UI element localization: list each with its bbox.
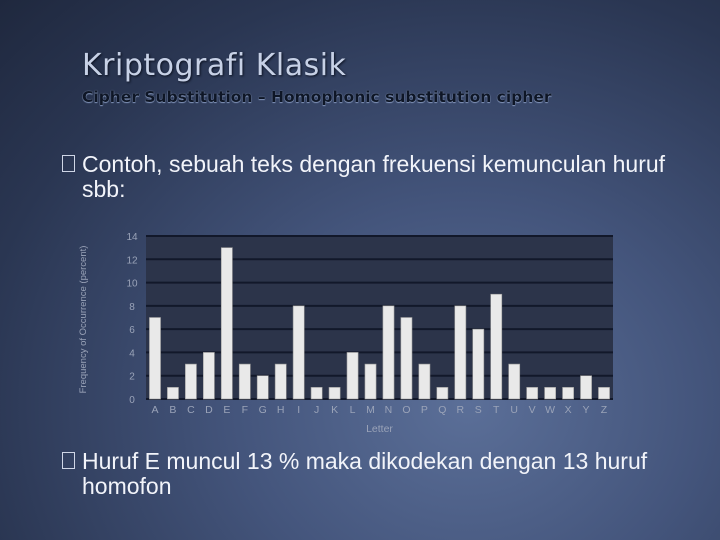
x-tick-label: Y — [582, 404, 590, 416]
box-bullet-icon — [62, 452, 75, 469]
x-tick-label: R — [456, 404, 465, 416]
bar-v — [527, 387, 538, 399]
bar-r — [455, 306, 466, 399]
bar-j — [311, 387, 322, 399]
x-tick-label: J — [314, 404, 320, 416]
x-tick-label: X — [564, 404, 572, 416]
plot-area — [146, 236, 613, 399]
y-axis-label: Frequency of Occurrence (percent) — [78, 245, 89, 394]
y-tick-label: 2 — [129, 371, 135, 383]
bar-z — [598, 387, 609, 399]
bar-y — [580, 376, 591, 399]
x-tick-label: M — [366, 404, 375, 416]
bar-f — [239, 364, 250, 399]
y-tick-label: 8 — [129, 301, 135, 313]
bullet-text: Huruf E muncul 13 % maka dikodekan dengan 13 huruf homofon — [82, 448, 648, 499]
x-tick-label: K — [331, 404, 339, 416]
y-tick-label: 4 — [129, 348, 135, 360]
bar-d — [203, 352, 214, 399]
bar-i — [293, 306, 304, 399]
y-tick-label: 14 — [126, 232, 138, 243]
slide-title: Kriptografi Klasik — [82, 48, 347, 83]
bar-q — [437, 387, 448, 399]
x-tick-label: S — [474, 404, 482, 416]
x-tick-label: H — [276, 404, 285, 416]
x-tick-label: U — [510, 404, 519, 416]
x-tick-label: T — [493, 404, 500, 416]
bar-e — [221, 248, 232, 399]
x-tick-label: N — [384, 404, 393, 416]
bar-w — [545, 387, 556, 399]
x-tick-label: V — [528, 404, 536, 416]
x-tick-label: F — [241, 404, 248, 416]
bar-o — [401, 318, 412, 400]
y-tick-label: 12 — [126, 255, 138, 267]
bar-t — [491, 294, 502, 399]
slide-subtitle: Cipher Substitution – Homophonic substitution cipher — [82, 88, 552, 106]
x-tick-label: C — [187, 404, 195, 416]
x-tick-label: W — [545, 404, 556, 416]
bar-c — [185, 364, 196, 399]
x-tick-label: E — [223, 404, 231, 416]
x-tick-label: G — [258, 404, 267, 416]
bar-g — [257, 376, 268, 399]
x-tick-label: L — [349, 404, 356, 416]
bar-a — [149, 318, 160, 400]
box-bullet-icon — [62, 155, 75, 172]
bar-k — [329, 387, 340, 399]
bar-s — [473, 329, 484, 399]
x-tick-label: Z — [600, 404, 608, 416]
x-axis-label: Letter — [366, 423, 393, 435]
x-tick-label: O — [402, 404, 411, 416]
bar-m — [365, 364, 376, 399]
bar-u — [509, 364, 520, 399]
bar-b — [167, 387, 178, 399]
bar-x — [563, 387, 574, 399]
bar-n — [383, 306, 394, 399]
x-tick-label: P — [420, 404, 428, 416]
bar-l — [347, 352, 358, 399]
y-tick-label: 10 — [126, 278, 138, 290]
x-tick-label: D — [205, 404, 213, 416]
x-tick-label: B — [169, 404, 177, 416]
frequency-bar-chart — [76, 218, 620, 440]
x-tick-label: I — [297, 404, 301, 416]
bar-p — [419, 364, 430, 399]
x-tick-label: Q — [438, 404, 447, 416]
y-tick-label: 6 — [129, 325, 135, 337]
bar-h — [275, 364, 286, 399]
bullet-text: Contoh, sebuah teks dengan frekuensi kemunculan huruf sbb: — [82, 151, 666, 202]
x-tick-label: A — [151, 404, 159, 416]
y-tick-label: 0 — [129, 395, 135, 406]
